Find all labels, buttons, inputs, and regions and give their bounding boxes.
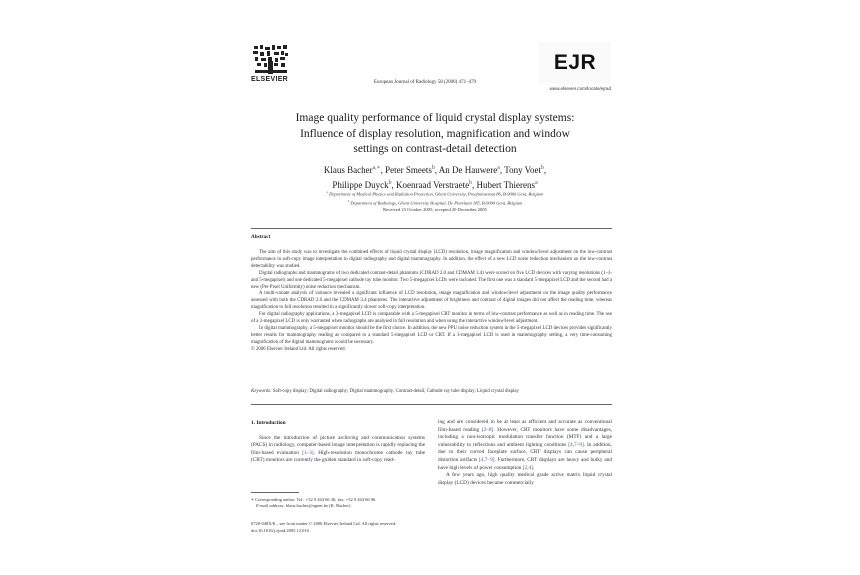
received-dates: Received 23 October 2005; accepted 20 December 2005 [383, 207, 487, 212]
keywords-text: Soft-copy display; Digital radiography; Digital mammography; Contrast-detail; Cathode ray tube display; Liquid crystal display [272, 389, 519, 394]
body-paragraph: A few years ago, high quality medical grade active matrix liquid crystal display (LCD) devices became commercially [438, 472, 612, 486]
article-title [268, 111, 602, 158]
author-name: Peter Smeets [385, 165, 432, 175]
body-text: . In addition, due to their curved faceplate surface, CRT displays can cause peripheral distortion artifacts [438, 441, 612, 463]
body-text: . High-resolution monochrome cathode ray tube (CRT) monitors are currently the golden standard in soft-copy read- [251, 449, 425, 464]
body-text: . However, CRT monitors have some disadvantages, including a non-isotropic modulation transfer function (MTF) and a large vulnerability to reflections and ambient lighting conditions [438, 426, 613, 448]
section-heading: 1. Introduction [251, 420, 286, 426]
copyright-block [251, 521, 451, 534]
affiliation [258, 198, 612, 207]
column-right [438, 419, 612, 487]
author-affil-mark[interactable]: a [535, 179, 538, 186]
elsevier-tree-icon [251, 43, 291, 75]
abstract-heading: Abstract [251, 234, 271, 240]
abstract-body [251, 250, 612, 354]
journal-url: www.elsevier.com/locate/ejrad [549, 86, 611, 91]
abstract-paragraph: For digital radiography applications, a 3-megapixel LCD is comparable with a 5-megapixel CRT monitor in terms of low-contrast performance as well as in reading time. The use of a 2-megapixel LCD is only warranted when radiographs are analysed in full resolution and when using the interactive window/level adjustment. [251, 312, 612, 325]
corresponding-author: ∗ Corresponding author. Tel.: +32 9 264 66 36; fax: +32 9 264 66 96. [251, 497, 377, 502]
title-line: Image quality performance of liquid crystal display systems: [295, 112, 575, 124]
abstract-paragraph: In digital mammography, a 5-megapixel monitor should be the first choice. In addition, the new PPU noise reduction system in the 5-megapixel LCD devices provides significantly better results for mammography reading as compared to a standard 5-megapixel LCD or CRT. If a 3-megapixel LCD is used in mammography setting, a very time-consuming magnification of the digital mammograms would be necessary. [251, 325, 612, 345]
citation-link[interactable]: [1–3] [302, 449, 314, 456]
citation-link[interactable]: [2,4] [522, 464, 533, 471]
journal-logo-box [539, 42, 611, 84]
author-affil-mark[interactable]: a [497, 165, 500, 171]
author-line: Philippe Duyck$^b$, Koenraad Verstraete$^b$, Hubert Thierens$^a$ [332, 179, 538, 190]
keywords [251, 389, 612, 394]
abstract-paragraph: A multi-variate analysis of variance revealed a significant influence of LCD resolution, image magnification and window/level adjustment on the image quality performance assessed with both the CDRAD 2.0 and the CDMAM 3.4 phantoms. The interactive adjustment of brightness and contrast of digital images did not affect the reading time, whereas magnification to full resolution resulted in a significantly slower soft-copy interpretation. [251, 291, 612, 311]
body-text: Since the introduction of picture archiving and communication systems (PACS) in radiology, computer-based image interpretation is rapidly replacing the film-based evaluation [251, 434, 425, 456]
author-list [258, 162, 612, 191]
column-left [251, 420, 425, 465]
author-affil-mark[interactable]: b [431, 165, 435, 171]
author-affil-mark[interactable]: b [541, 165, 544, 171]
body-text: . Furthermore, CRT displays are heavy and bulky and have high levels of power consumption [438, 456, 612, 471]
email-line [251, 503, 425, 509]
divider [251, 404, 612, 405]
body-text: ing and are considered to be at least as efficient and accurate as conventional film-based reading [438, 419, 612, 433]
front-matter-line: 0720-048X/$ – see front matter © 2006 Elsevier Ireland Ltd. All rights reserved. [251, 521, 397, 526]
title-line: settings on contrast-detail detection [353, 143, 517, 155]
title-line: Influence of display resolution, magnification and window [300, 127, 570, 140]
affiliation [258, 189, 612, 198]
author-name: Tony Voet [504, 165, 541, 175]
publisher-name: ELSEVIER [251, 76, 289, 83]
body-paragraph [438, 419, 612, 472]
affiliation-mark: a [326, 190, 329, 194]
footnote-divider [251, 492, 299, 493]
affiliation-text: Department of Radiology, Ghent University Hospital, De Pintelaan 185, B-9000 Gent, Belgium [350, 200, 523, 206]
affiliations [258, 189, 612, 206]
citation-link[interactable]: [2–8] [481, 426, 494, 433]
abstract-paragraph: Digital radiographs and mammograms of two dedicated contrast-detail phantoms (CDRAD 2.0 and CDMAM 3.4) were scored on five LCD devices with varying resolutions (1–3- and 5-megapixel) and one dedicated 5-megapixel cathode ray tube monitor. Two 5-megapixel LCDs were included. The first one was a standard 5-megapixel LCD and the second had a new (Per Pixel Uniformity) noise reduction mechanism. [251, 270, 612, 290]
author-affil-mark[interactable]: a,∗ [372, 165, 381, 171]
email-address[interactable]: klaus.bacher@ugent.be (K. Bacher). [284, 503, 352, 509]
author-line: Klaus Bacher$^{a,∗}$, Peter Smeets$^b$, An De Hauwere$^a$, Tony Voet$^b$, [323, 165, 547, 175]
author-name: Koenraad Verstraete [396, 179, 470, 190]
body-text: . [532, 464, 535, 471]
journal-citation: European Journal of Radiology 58 (2006) 471–479 [373, 80, 477, 85]
author-name: Hubert Thierens [476, 179, 536, 190]
author-name: Klaus Bacher [323, 165, 373, 175]
affiliation-mark: b [347, 198, 350, 203]
body-paragraph [251, 435, 425, 465]
elsevier-logo [251, 43, 291, 83]
author-affil-mark[interactable]: b [469, 179, 472, 186]
doi-line[interactable]: doi:10.1016/j.ejrad.2005.12.016 [251, 527, 309, 533]
copyright-notice: © 2006 Elsevier Ireland Ltd. All rights reserved. [251, 346, 346, 352]
affiliation-text: Department of Medical Physics and Radiation Protection, Ghent University, Proeftuinstraat 86, B-9000 Gent, Belgium [329, 191, 544, 197]
keywords-label: Keywords: [251, 389, 272, 394]
author-affil-mark[interactable]: b [388, 179, 392, 186]
citation-link[interactable]: [4,7–9] [479, 456, 495, 463]
author-name: Philippe Duyck [332, 179, 389, 190]
author-name: An De Hauwere [438, 165, 498, 175]
email-label: E-mail address: [256, 503, 285, 509]
journal-logo [539, 42, 611, 91]
footnote [251, 497, 425, 510]
abstract-paragraph: The aim of this study was to investigate the combined effects of liquid crystal display (LCD) resolution, image magnification and window/level adjustment on the low-contrast performance in soft-copy image interpretation in digital radiography and digital mammography. In addition, the effect of a new LCD noise reduction mechanism on the low-contrast detectability was studied. [251, 250, 612, 269]
citation-link[interactable]: [4,7–9] [568, 441, 584, 448]
divider [251, 228, 612, 229]
journal-logo-text: EJR [553, 51, 597, 74]
